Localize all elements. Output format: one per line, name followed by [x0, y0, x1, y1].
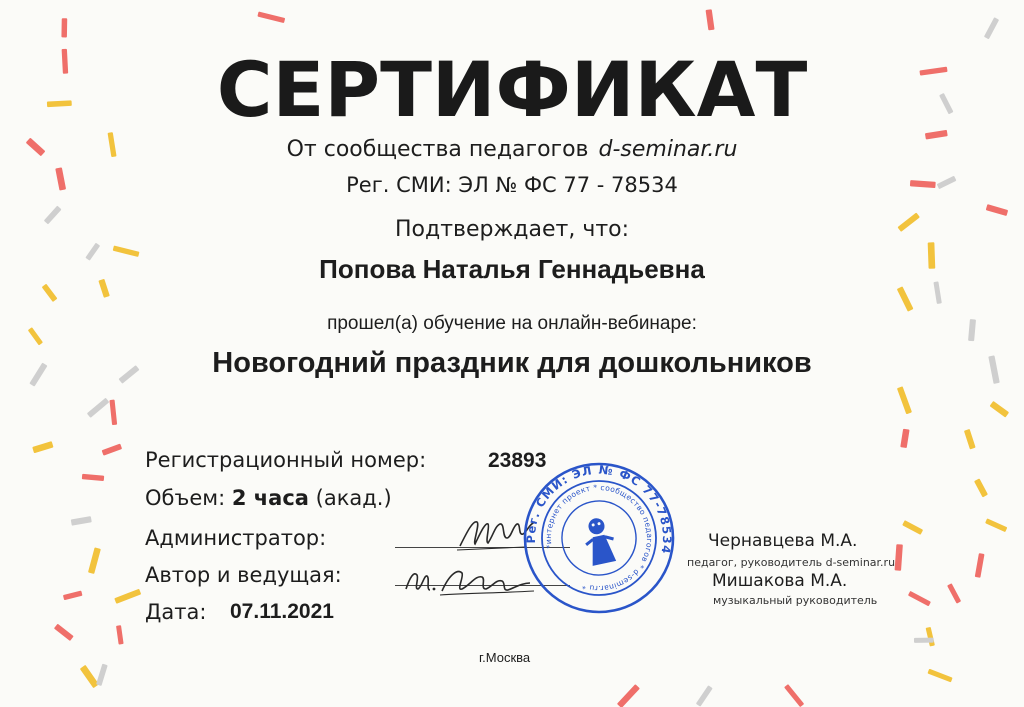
- date-row: [145, 600, 206, 624]
- stamp-inner-text: *интернет проект * сообщество педагогов * d-seminar.ru *: [543, 482, 655, 594]
- reg-number-label: Регистрационный номер:: [145, 448, 427, 472]
- confirms-text: Подтверждает, что:: [394, 217, 630, 242]
- confetti-piece: [908, 591, 931, 606]
- admin-name: Чернавцева М.А.: [708, 531, 858, 551]
- confetti-piece: [984, 17, 999, 39]
- reg-number-value: 23893: [488, 449, 547, 472]
- confetti-piece: [964, 429, 976, 450]
- issuer-text: От сообщества педагогов: [286, 137, 589, 162]
- confetti-piece: [897, 386, 912, 414]
- confetti-piece: [784, 684, 804, 707]
- confetti-piece: [985, 518, 1007, 532]
- confetti-piece: [895, 544, 903, 571]
- confetti-piece: [257, 11, 285, 23]
- completed-text: прошел(а) обучение на онлайн-вебинаре:: [327, 313, 697, 334]
- confetti-piece: [96, 664, 108, 686]
- confetti-piece: [102, 444, 123, 456]
- confetti-piece: [706, 9, 715, 30]
- issuer-line: [0, 137, 1024, 162]
- confetti-piece: [902, 520, 923, 535]
- confetti-piece: [986, 204, 1008, 216]
- official-stamp: [521, 460, 677, 616]
- volume-row: [145, 486, 392, 510]
- confetti-piece: [80, 665, 99, 688]
- city: г.Москва: [479, 650, 531, 665]
- author-label: Автор и ведущая:: [145, 563, 342, 587]
- confetti-piece: [974, 478, 988, 497]
- confetti-piece: [926, 627, 935, 647]
- confetti-piece: [900, 429, 909, 448]
- confetti-piece: [975, 553, 985, 578]
- confetti-piece: [32, 441, 53, 453]
- author-signature: [400, 563, 540, 603]
- author-role: музыкальный руководитель: [713, 594, 878, 607]
- confetti-piece: [617, 684, 640, 707]
- confetti-piece: [109, 400, 117, 426]
- confetti-piece: [42, 284, 58, 302]
- confetti-piece: [897, 286, 914, 311]
- volume-value: 2 часа: [231, 486, 309, 510]
- date-value: 07.11.2021: [230, 600, 334, 623]
- confetti-piece: [990, 401, 1010, 418]
- confetti-piece: [947, 583, 961, 603]
- admin-role: педагог, руководитель d-seminar.ru: [687, 556, 896, 569]
- confetti-piece: [82, 474, 104, 481]
- confetti-piece: [927, 669, 952, 683]
- date-label: Дата:: [145, 600, 207, 624]
- media-registration: Рег. СМИ: ЭЛ № ФС 77 - 78534: [346, 173, 678, 197]
- issuer-site: d-seminar.ru: [598, 137, 738, 162]
- confetti-piece: [914, 638, 934, 643]
- confetti-piece: [87, 398, 110, 418]
- confetti-piece: [54, 624, 74, 641]
- confetti-piece: [114, 589, 141, 604]
- confetti-piece: [63, 591, 83, 601]
- volume-unit: (акад.): [315, 486, 392, 510]
- author-name: Мишакова М.А.: [712, 571, 848, 591]
- confetti-piece: [71, 516, 92, 526]
- certificate-title: СЕРТИФИКАТ: [216, 45, 808, 134]
- stamp-outer-text: Рег. СМИ: ЭЛ № ФС 77-78534: [523, 462, 675, 556]
- confetti-piece: [61, 18, 67, 37]
- confetti-piece: [696, 685, 713, 706]
- admin-label: Администратор:: [145, 526, 327, 550]
- recipient-name: Попова Наталья Геннадьевна: [319, 254, 705, 284]
- confetti-piece: [116, 625, 124, 644]
- volume-label: Объем:: [145, 486, 226, 510]
- confetti-piece: [88, 547, 101, 574]
- reg-number-row: [145, 448, 426, 472]
- webinar-title: Новогодний праздник для дошкольников: [212, 347, 812, 379]
